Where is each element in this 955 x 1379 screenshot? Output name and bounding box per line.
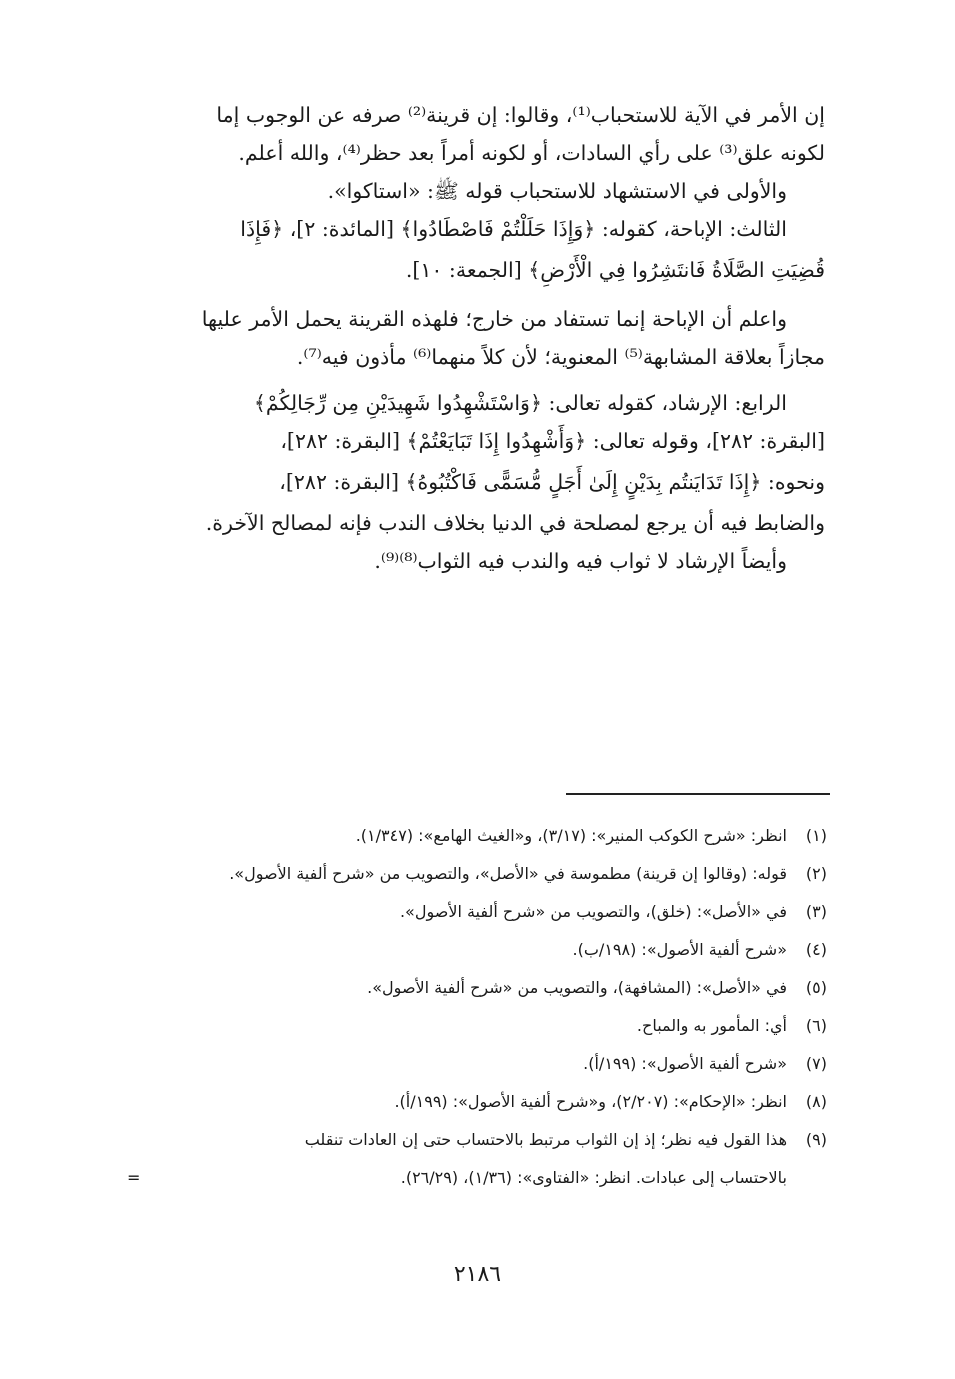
footnote-text: في «الأصل»: (المشافهة)، والتصويب من «شرح ألفية الأصول». [367, 978, 787, 997]
footnote-number: (٩) [805, 1130, 827, 1149]
footnote-separator [566, 793, 830, 795]
footnotes [127, 817, 827, 1197]
text-line: قُضِيَتِ الصَّلَاةُ فَانتَشِرُوا فِي الْأَرْضِ﴾ [الجمعة: ١٠]. [405, 258, 825, 282]
footnote-item [127, 1121, 827, 1197]
footnote-item [127, 969, 827, 1007]
footnote-number: (٧) [805, 1054, 827, 1073]
footnote-number: (٤) [805, 940, 827, 959]
footnote-text: أي: المأمور به والمباح. [636, 1016, 787, 1035]
footnote-number: (٨) [805, 1092, 827, 1111]
footnote-item [127, 855, 827, 893]
footnote-text: «شرح ألفية الأصول»: (١٩٩/أ). [583, 1054, 787, 1073]
text-line: والأولى في الاستشهاد للاستحباب قوله ﷺ: «استاكوا». [327, 179, 787, 203]
footnote-item [127, 817, 827, 855]
footnote-continuation-line [127, 1159, 787, 1197]
text-line: والضابط فيه أن يرجع لمصلحة في الدنيا بخلاف الندب فإنه لمصالح الآخرة. [205, 511, 825, 535]
footnote-item [127, 1083, 827, 1121]
text-line: ونحوه: ﴿إِذَا تَدَايَنتُم بِدَيْنٍ إِلَىٰ أَجَلٍ مُّسَمًّى فَاكْتُبُوهُ﴾ [البقرة: ٢٨٢]، [279, 470, 825, 494]
text-line: الرابع: الإرشاد، كقوله تعالى: ﴿وَاسْتَشْهِدُوا شَهِيدَيْنِ مِن رِّجَالِكُمْ﴾ [253, 391, 787, 415]
page-number: ٢١٨٦ [453, 1262, 502, 1287]
footnote-number: (٦) [805, 1016, 827, 1035]
footnote-item [127, 931, 827, 969]
text-line: واعلم أن الإباحة إنما تستفاد من خارج؛ فلهذه القرينة يحمل الأمر عليها [201, 307, 787, 331]
footnote-item [127, 1045, 827, 1083]
footnote-item [127, 1007, 827, 1045]
footnote-text: انظر: «الإحكام»: (٢/٢٠٧)، و«شرح ألفية الأصول»: (١٩٩/أ). [394, 1092, 787, 1111]
footnote-text: في «الأصل»: (خلق)، والتصويب من «شرح ألفية الأصول». [399, 902, 787, 921]
footnote-number: (١) [805, 826, 827, 845]
text-line: [البقرة: ٢٨٢]، وقوله تعالى: ﴿وَأَشْهِدُوا إِذَا تَبَايَعْتُمْ﴾ [البقرة: ٢٨٢]، [280, 429, 825, 453]
text-line: وأيضاً الإرشاد لا ثواب فيه والندب فيه الثواب⁽⁸⁾⁽⁹⁾. [374, 549, 787, 573]
footnote-number: (٢) [805, 864, 827, 883]
text-line: مجازاً بعلاقة المشابهة⁽⁵⁾ المعنوية؛ لأن كلاً منهما⁽⁶⁾ مأذون فيه⁽⁷⁾. [296, 345, 825, 369]
footnote-continuation: بالاحتساب إلى عبادات. انظر: «الفتاوى»: (١/٣٦)، (٢٦/٢٩). [400, 1168, 787, 1187]
text-line: الثالث: الإباحة، كقوله: ﴿وَإِذَا حَلَلْتُمْ فَاصْطَادُوا﴾ [المائدة: ٢]، ﴿فَإِذَا [240, 217, 787, 241]
footnote-number: (٥) [805, 978, 827, 997]
continuation-mark: = [127, 1168, 141, 1187]
main-text [125, 96, 825, 580]
footnote-text: «شرح ألفية الأصول»: (١٩٨/ب). [572, 940, 787, 959]
footnote-body [127, 1121, 787, 1197]
footnote-item [127, 893, 827, 931]
footnote-text: هذا القول فيه نظر؛ إذ إن الثواب مرتبط بالاحتساب حتى إن العادات تنقلب [304, 1130, 787, 1149]
footnote-text: انظر: «شرح الكوكب المنير»: (٣/١٧)، و«الغيث الهامع»: (١/٣٤٧). [355, 826, 787, 845]
footnote-text: قوله: (وقالوا إن قرينة) مطموسة في «الأصل»، والتصويب من «شرح ألفية الأصول». [229, 864, 787, 883]
footnote-number: (٣) [805, 902, 827, 921]
text-line: لكونه علق⁽³⁾ على رأي السادات، أو لكونه أمراً بعد حظر⁽⁴⁾، والله أعلم. [238, 141, 825, 165]
text-line: إن الأمر في الآية للاستحباب⁽¹⁾، وقالوا: إن قرينة⁽²⁾ صرفه عن الوجوب إما [216, 103, 825, 127]
